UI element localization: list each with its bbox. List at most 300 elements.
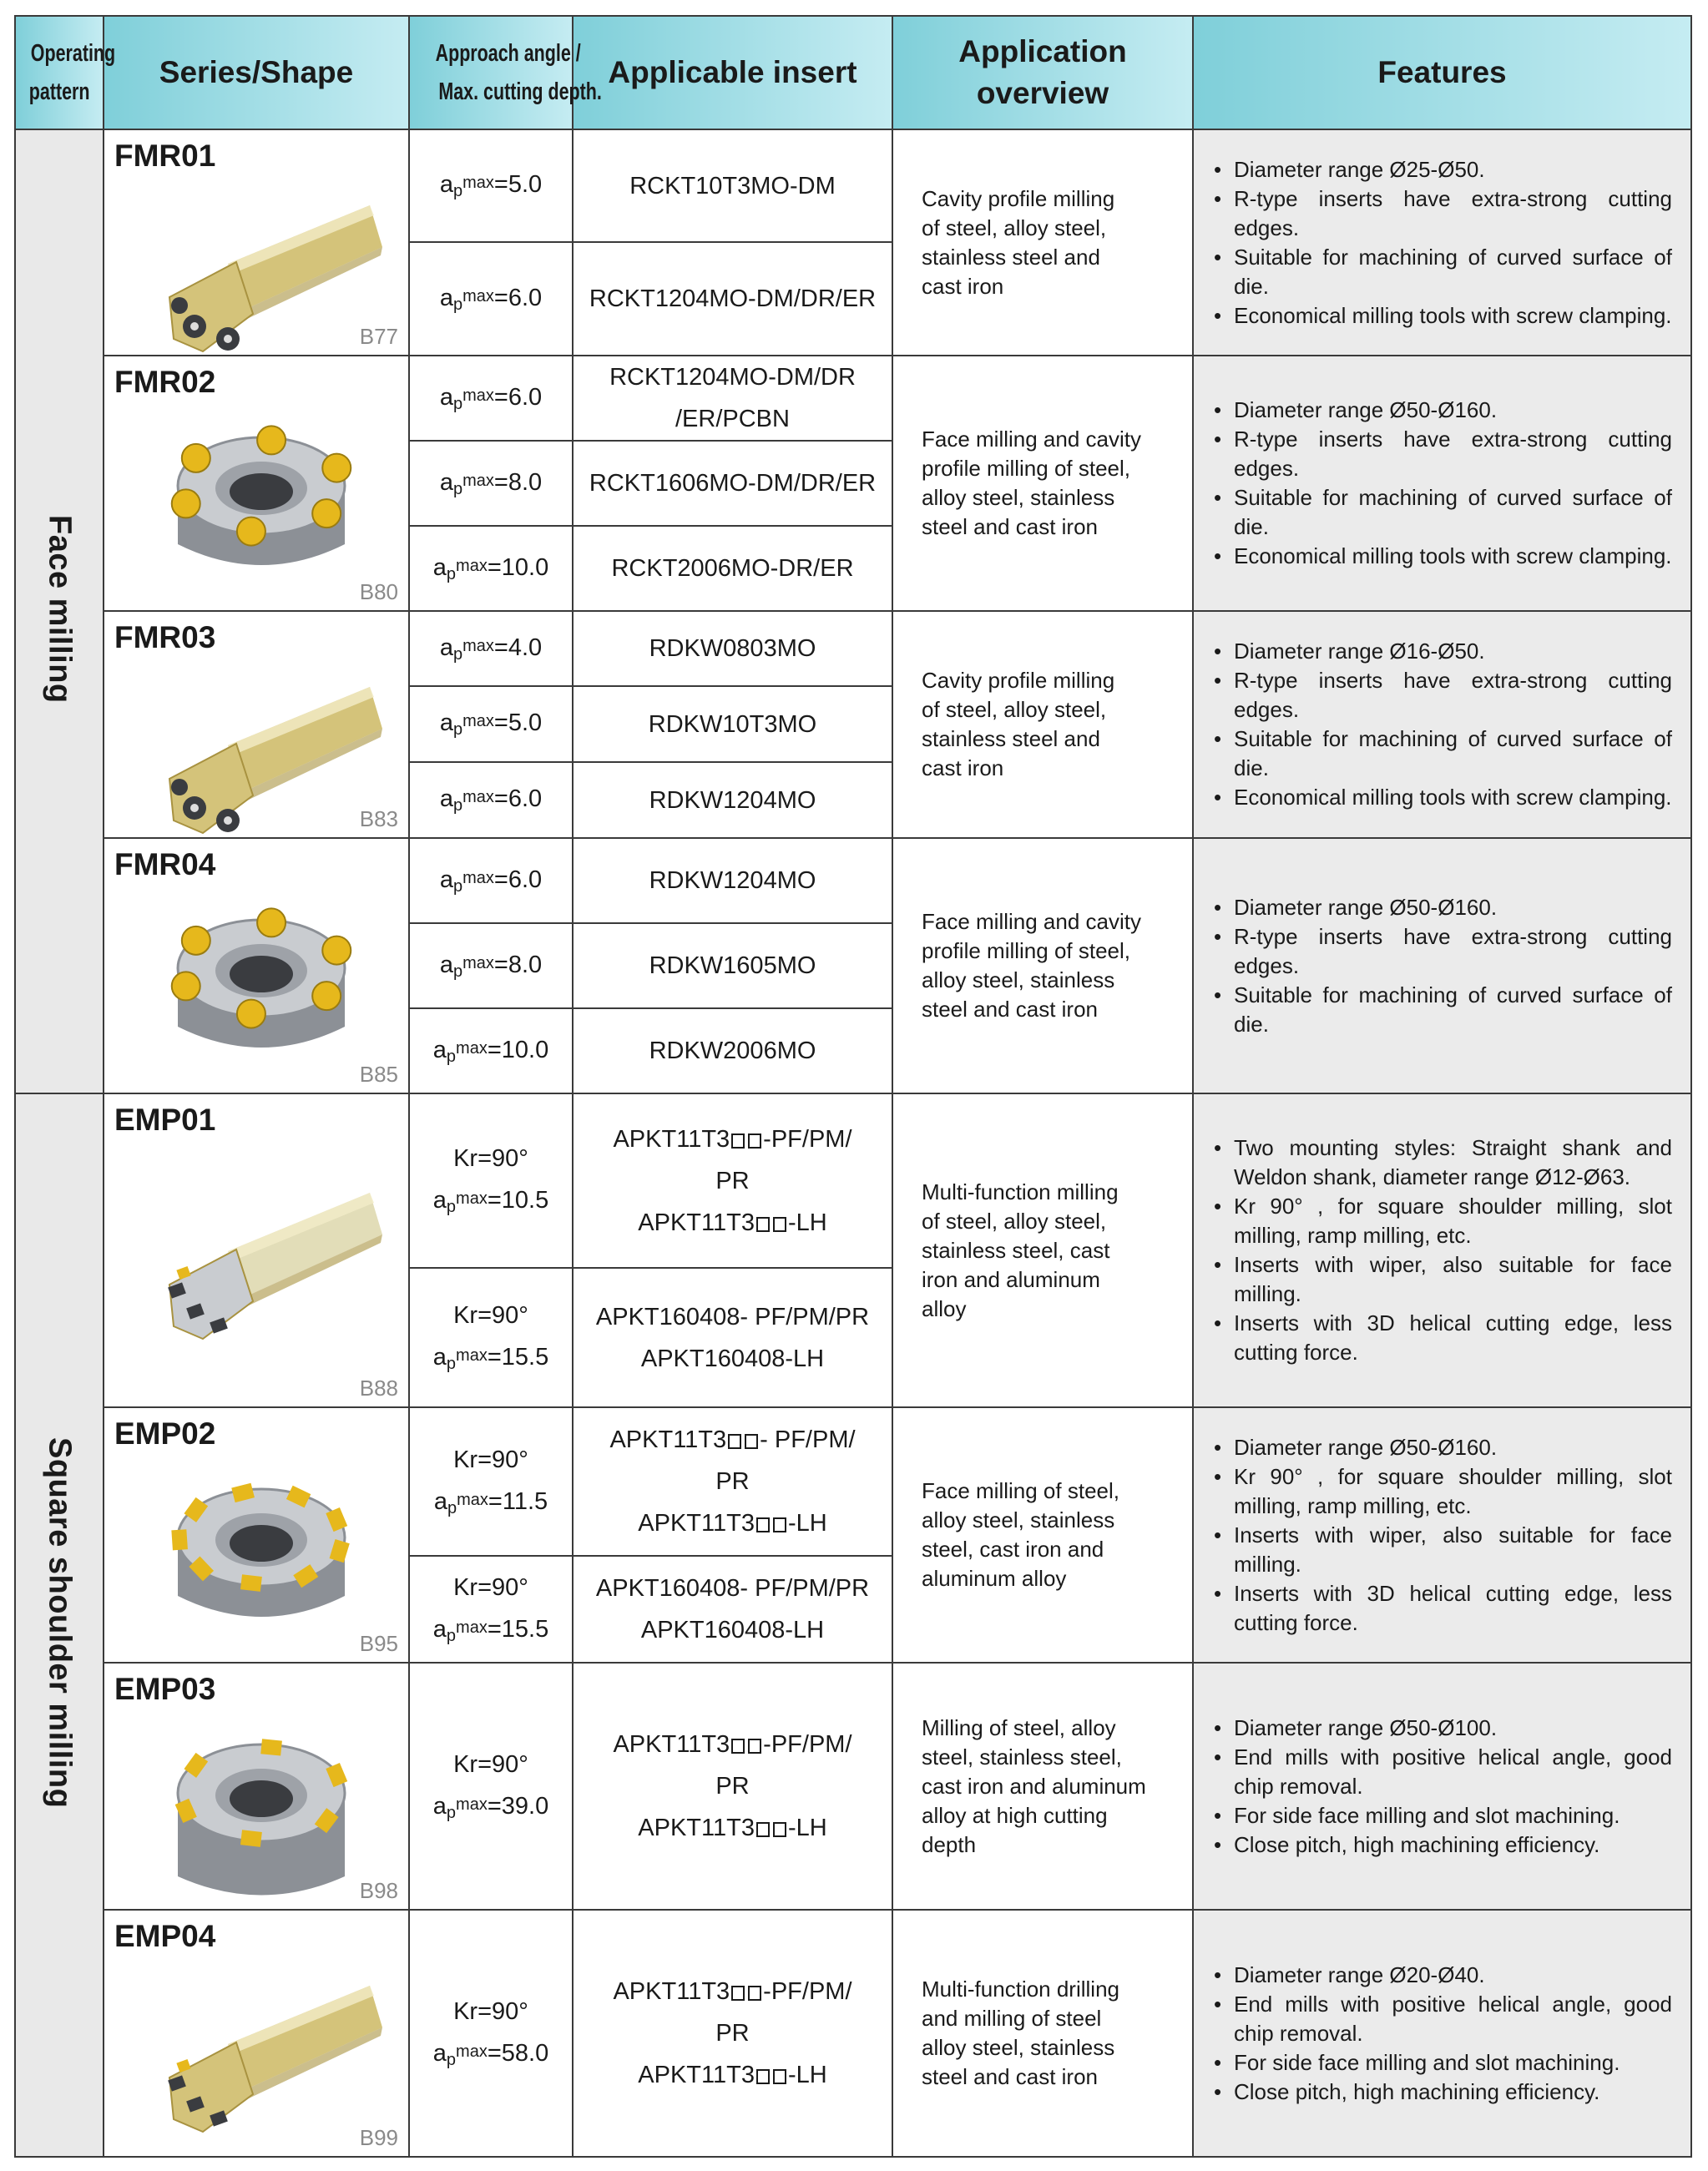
insert-code: RDKW1605MO — [649, 952, 816, 979]
application-overview-cell — [892, 1910, 1193, 2157]
ap-value: =10.0 — [487, 1036, 549, 1063]
applicable-insert-cell — [573, 1407, 892, 1556]
series-name: EMP03 — [114, 1672, 216, 1706]
max-cutting-depth — [433, 1793, 548, 1820]
operating-pattern-cell — [15, 129, 104, 1093]
applicable-insert-cell — [573, 1008, 892, 1093]
series-shape-cell — [104, 1910, 409, 2157]
tool-image — [136, 398, 387, 603]
feature-item: • Diameter range Ø50-Ø160. — [1214, 396, 1672, 425]
series-name: FMR03 — [114, 620, 216, 654]
overview-line: Cavity profile milling — [922, 185, 1115, 211]
approach-angle-value: Kr=90° — [453, 1573, 528, 1601]
tool-face-mill-icon — [136, 1450, 387, 1650]
feature-item: • End mills with positive helical angle, good chip removal. — [1214, 1743, 1672, 1801]
ap-subscript: p — [446, 1198, 457, 1216]
insert-code: APKT11T3 -PF/PM/ — [613, 1125, 852, 1153]
approach-angle-cell — [409, 686, 573, 762]
approach-angle-cell — [409, 242, 573, 356]
tool-image — [136, 1952, 387, 2157]
insert-code: RCKT1204MO-DM/DR — [609, 364, 856, 391]
ap-symbol: a — [432, 1344, 447, 1371]
max-cutting-depth — [439, 866, 543, 896]
header-series-shape: Series/Shape — [104, 16, 409, 129]
ap-subscript: p — [446, 1047, 457, 1066]
page-reference: B83 — [359, 806, 398, 831]
series-name: FMR04 — [114, 847, 216, 881]
series-shape-cell — [104, 1663, 409, 1910]
page-reference: B85 — [359, 1062, 398, 1087]
tool-face-mill-icon — [136, 1705, 387, 1906]
tool-shank-icon — [136, 172, 387, 372]
table-row — [15, 1910, 1691, 2157]
ap-superscript: max — [456, 1189, 488, 1208]
feature-item: • Diameter range Ø20-Ø40. — [1214, 1961, 1672, 1990]
feature-item: • Economical milling tools with screw clamping. — [1214, 542, 1672, 571]
applicable-insert-cell — [573, 923, 892, 1008]
ap-subscript: p — [446, 1803, 457, 1822]
approach-angle-value: Kr=90° — [453, 1446, 528, 1473]
series-shape-cell — [104, 129, 409, 356]
ap-subscript: p — [452, 962, 463, 981]
ap-superscript: max — [456, 1038, 488, 1058]
max-cutting-depth — [434, 1488, 548, 1515]
approach-angle-cell — [409, 1556, 573, 1663]
features-cell — [1193, 1093, 1691, 1407]
max-cutting-depth — [440, 384, 542, 411]
features-cell — [1193, 1663, 1691, 1910]
tool-image — [136, 172, 387, 376]
ap-subscript: p — [446, 2050, 457, 2069]
ap-symbol: a — [432, 1792, 447, 1820]
features-cell — [1193, 129, 1691, 356]
ap-symbol: a — [432, 553, 447, 581]
insert-code: RDKW1204MO — [649, 786, 816, 814]
insert-code: RDKW2006MO — [649, 1038, 816, 1064]
max-cutting-depth — [439, 284, 543, 314]
ap-superscript: max — [456, 1346, 488, 1365]
feature-item: • Inserts with wiper, also suitable for face milling. — [1214, 1521, 1672, 1579]
tool-image — [136, 881, 387, 1085]
max-cutting-depth — [439, 709, 543, 739]
overview-line: Face milling and cavity — [922, 427, 1141, 452]
applicable-insert-cell — [573, 762, 892, 838]
ap-symbol: a — [439, 634, 453, 661]
features-list — [1214, 155, 1672, 331]
overview-line: steel, cast iron and — [922, 1537, 1104, 1562]
header-application-overview: Application overview — [892, 16, 1193, 129]
overview-line: of steel, alloy steel, — [922, 1208, 1107, 1234]
applicable-insert-cell — [573, 356, 892, 441]
tool-image — [136, 1705, 387, 1910]
approach-angle-cell — [409, 1407, 573, 1556]
approach-angle-cell — [409, 1663, 573, 1910]
insert-code: APKT11T3 -LH — [638, 2062, 827, 2088]
ap-value: =10.5 — [487, 1187, 549, 1214]
ap-superscript: max — [462, 471, 494, 490]
feature-item: • R-type inserts have extra-strong cutting edges. — [1214, 425, 1672, 483]
insert-code: APKT11T3 -LH — [638, 1209, 827, 1236]
feature-item: • Suitable for machining of curved surface of die. — [1214, 483, 1672, 542]
ap-value: =6.0 — [493, 284, 543, 311]
max-cutting-depth — [439, 951, 543, 981]
feature-item: • For side face milling and slot machining. — [1214, 1801, 1672, 1830]
insert-code: APKT11T3 -PF/PM/ — [613, 1978, 852, 2005]
ap-value: =6.0 — [493, 383, 543, 411]
applicable-insert-cell — [573, 611, 892, 686]
series-shape-cell — [104, 1093, 409, 1407]
application-overview-cell — [892, 611, 1193, 838]
ap-symbol: a — [439, 951, 453, 978]
feature-item: • R-type inserts have extra-strong cutting edges. — [1214, 922, 1672, 981]
ap-superscript: max — [462, 953, 494, 972]
ap-superscript: max — [462, 636, 494, 655]
tool-shank-icon — [136, 1952, 387, 2153]
header-operating-pattern: Operating pattern — [15, 16, 104, 129]
feature-item: • Diameter range Ø16-Ø50. — [1214, 637, 1672, 666]
application-overview-cell — [892, 356, 1193, 611]
max-cutting-depth — [433, 1616, 548, 1643]
ap-subscript: p — [452, 720, 463, 739]
feature-item: • Economical milling tools with screw clamping. — [1214, 783, 1672, 812]
tool-face-mill-icon — [136, 881, 387, 1081]
max-cutting-depth — [439, 634, 543, 664]
applicable-insert-cell — [573, 838, 892, 923]
ap-subscript: p — [446, 1626, 457, 1645]
approach-angle-cell — [409, 441, 573, 526]
features-list — [1214, 1133, 1672, 1367]
feature-item: • R-type inserts have extra-strong cutting edges. — [1214, 666, 1672, 725]
ap-subscript: p — [452, 796, 463, 815]
approach-angle-cell — [409, 526, 573, 611]
series-name: FMR01 — [114, 139, 216, 173]
applicable-insert-cell — [573, 1268, 892, 1407]
feature-item: • For side face milling and slot machining. — [1214, 2048, 1672, 2078]
max-cutting-depth — [439, 785, 543, 815]
applicable-insert-cell — [573, 129, 892, 242]
ap-symbol: a — [439, 866, 453, 893]
ap-value: =11.5 — [488, 1487, 548, 1515]
insert-code: RCKT10T3MO-DM — [629, 172, 836, 199]
series-name: EMP01 — [114, 1103, 216, 1137]
overview-line: steel, stainless steel, — [922, 1744, 1122, 1770]
approach-angle-cell — [409, 1093, 573, 1268]
ap-value: =39.0 — [487, 1792, 549, 1820]
application-overview-cell — [892, 1663, 1193, 1910]
approach-angle-cell — [409, 1268, 573, 1407]
approach-angle-value: Kr=90° — [453, 1750, 528, 1778]
features-cell — [1193, 611, 1691, 838]
feature-item: • Diameter range Ø50-Ø160. — [1214, 893, 1672, 922]
series-name: EMP02 — [114, 1416, 216, 1451]
ap-subscript: p — [452, 876, 463, 896]
series-shape-cell — [104, 356, 409, 611]
ap-superscript: max — [456, 1795, 488, 1814]
overview-line: alloy — [922, 1295, 967, 1321]
feature-item: • Inserts with 3D helical cutting edge, less cutting force. — [1214, 1309, 1672, 1367]
features-cell — [1193, 356, 1691, 611]
overview-line: Milling of steel, alloy — [922, 1714, 1116, 1740]
feature-item: • Diameter range Ø50-Ø100. — [1214, 1714, 1672, 1743]
insert-code: RDKW0803MO — [649, 635, 816, 662]
features-cell — [1193, 838, 1691, 1093]
overview-line: Multi-function drilling — [922, 1977, 1119, 2002]
overview-line: alloy steel, stainless — [922, 2035, 1115, 2060]
ap-symbol: a — [439, 785, 453, 812]
table-row — [15, 1663, 1691, 1910]
ap-subscript: p — [452, 394, 463, 413]
tool-face-mill-icon — [136, 398, 387, 598]
overview-line: iron and aluminum — [922, 1266, 1100, 1292]
feature-item: • Suitable for machining of curved surface of die. — [1214, 243, 1672, 301]
overview-line: alloy steel, stainless — [922, 1507, 1115, 1532]
insert-code: APKT11T3 -LH — [638, 1815, 827, 1841]
table-row — [15, 611, 1691, 686]
features-cell — [1193, 1407, 1691, 1663]
ap-symbol: a — [432, 1615, 447, 1643]
milling-tools-table — [14, 15, 1692, 2158]
application-overview-cell — [892, 1093, 1193, 1407]
insert-code: RCKT1606MO-DM/DR/ER — [589, 470, 877, 497]
application-overview-cell — [892, 838, 1193, 1093]
tool-image — [136, 1450, 387, 1654]
overview-line: Multi-function milling — [922, 1179, 1119, 1204]
ap-value: =58.0 — [487, 2039, 549, 2067]
overview-line: steel and cast iron — [922, 997, 1099, 1022]
features-list — [1214, 1433, 1672, 1638]
page-reference: B99 — [359, 2125, 398, 2150]
ap-subscript: p — [446, 1355, 457, 1373]
ap-value: =8.0 — [493, 951, 543, 978]
ap-superscript: max — [462, 868, 494, 887]
operating-pattern-label: Square shoulder milling — [42, 1437, 78, 1809]
ap-subscript: p — [446, 564, 457, 583]
series-name: FMR02 — [114, 365, 216, 399]
overview-line: aluminum alloy — [922, 1566, 1067, 1591]
feature-item: • Diameter range Ø50-Ø160. — [1214, 1433, 1672, 1462]
feature-item: • Inserts with wiper, also suitable for face milling. — [1214, 1250, 1672, 1309]
applicable-insert-cell — [573, 1910, 892, 2157]
feature-item: • Suitable for machining of curved surface of die. — [1214, 725, 1672, 783]
applicable-insert-cell — [573, 1663, 892, 1910]
approach-angle-cell — [409, 762, 573, 838]
page-reference: B88 — [359, 1376, 398, 1401]
header-features: Features — [1193, 16, 1691, 129]
approach-angle-cell — [409, 923, 573, 1008]
insert-code: APKT160408-LH — [640, 1345, 825, 1372]
approach-angle-cell — [409, 838, 573, 923]
ap-superscript: max — [457, 1490, 488, 1509]
features-list — [1214, 1961, 1672, 2107]
ap-superscript: max — [462, 286, 494, 305]
page-reference: B98 — [359, 1878, 398, 1903]
overview-line: profile milling of steel, — [922, 456, 1130, 481]
ap-superscript: max — [462, 174, 494, 192]
overview-line: and milling of steel — [922, 2006, 1102, 2031]
ap-symbol: a — [433, 1487, 447, 1515]
overview-line: stainless steel, cast — [922, 1237, 1110, 1263]
features-list — [1214, 1714, 1672, 1860]
ap-symbol: a — [432, 2039, 447, 2067]
tool-image — [136, 654, 387, 858]
max-cutting-depth — [440, 171, 542, 198]
max-cutting-depth — [433, 1344, 548, 1371]
series-shape-cell — [104, 611, 409, 838]
header-applicable-insert: Applicable insert — [573, 16, 892, 129]
product-table-sheet — [14, 15, 1690, 2160]
feature-item: • Economical milling tools with screw clamping. — [1214, 301, 1672, 331]
insert-code: RCKT1204MO-DM/DR/ER — [589, 285, 877, 312]
ap-symbol: a — [439, 383, 453, 411]
applicable-insert-cell — [573, 441, 892, 526]
overview-line: stainless steel and — [922, 726, 1100, 751]
overview-line: Face milling of steel, — [922, 1478, 1119, 1503]
ap-subscript: p — [452, 644, 463, 664]
max-cutting-depth — [433, 2040, 548, 2067]
ap-symbol: a — [432, 1036, 447, 1063]
ap-value: =8.0 — [493, 468, 543, 496]
max-cutting-depth — [433, 1187, 548, 1214]
insert-code: APKT11T3 -LH — [638, 1510, 827, 1537]
table-row — [15, 129, 1691, 242]
operating-pattern-label: Face milling — [42, 515, 78, 704]
overview-line: cast iron — [922, 755, 1004, 780]
overview-line: alloy at high cutting — [922, 1802, 1108, 1828]
ap-symbol: a — [439, 284, 453, 311]
ap-value: =10.0 — [487, 553, 549, 581]
tool-shank-icon — [136, 1159, 387, 1360]
overview-line: Cavity profile milling — [922, 668, 1115, 693]
ap-subscript: p — [452, 479, 463, 498]
feature-item: • Two mounting styles: Straight shank and Weldon shank, diameter range Ø12-Ø63. — [1214, 1133, 1672, 1192]
insert-code: RCKT2006MO-DR/ER — [611, 555, 854, 582]
feature-item: • End mills with positive helical angle, good chip removal. — [1214, 1990, 1672, 2048]
approach-angle-cell — [409, 356, 573, 441]
ap-symbol: a — [439, 709, 453, 736]
approach-angle-cell — [409, 129, 573, 242]
approach-angle-value: Kr=90° — [453, 1997, 528, 2025]
insert-code: APKT160408-LH — [640, 1617, 825, 1643]
approach-angle-value: Kr=90° — [453, 1145, 528, 1172]
approach-angle-value: Kr=90° — [453, 1302, 528, 1329]
ap-superscript: max — [456, 556, 488, 575]
overview-line: alloy steel, stainless — [922, 967, 1115, 992]
ap-superscript: max — [462, 788, 494, 806]
page-reference: B80 — [359, 579, 398, 604]
ap-subscript: p — [447, 1498, 457, 1517]
table-row — [15, 1407, 1691, 1556]
overview-line: profile milling of steel, — [922, 938, 1130, 963]
applicable-insert-cell — [573, 242, 892, 356]
overview-line: of steel, alloy steel, — [922, 697, 1107, 722]
ap-value: =15.5 — [487, 1615, 549, 1643]
ap-superscript: max — [462, 386, 494, 405]
ap-value: =6.0 — [493, 785, 543, 812]
series-shape-cell — [104, 838, 409, 1093]
page-reference: B95 — [359, 1631, 398, 1656]
insert-code: APKT160408- PF/PM/PR — [595, 1303, 870, 1330]
insert-code: /ER/PCBN — [675, 406, 790, 432]
feature-item: • Kr 90° , for square shoulder milling, slot milling, ramp milling, etc. — [1214, 1192, 1672, 1250]
applicable-insert-cell — [573, 526, 892, 611]
feature-item: • Inserts with 3D helical cutting edge, less cutting force. — [1214, 1579, 1672, 1638]
feature-item: • Suitable for machining of curved surface of die. — [1214, 981, 1672, 1039]
ap-superscript: max — [456, 1618, 488, 1637]
insert-code: PR — [715, 2020, 750, 2047]
ap-symbol: a — [439, 171, 453, 198]
table-row — [15, 838, 1691, 923]
overview-line: cast iron and aluminum — [922, 1773, 1146, 1799]
ap-subscript: p — [452, 295, 463, 314]
insert-code: APKT11T3 - PF/PM/ — [609, 1426, 856, 1453]
overview-line: alloy steel, stainless — [922, 485, 1115, 510]
ap-superscript: max — [456, 2042, 488, 2061]
insert-code: RDKW1204MO — [649, 867, 816, 894]
features-cell — [1193, 1910, 1691, 2157]
ap-value: =15.5 — [487, 1344, 549, 1371]
approach-angle-cell — [409, 1910, 573, 2157]
features-list — [1214, 637, 1672, 812]
insert-code: RDKW10T3MO — [648, 710, 817, 738]
ap-subscript: p — [452, 182, 463, 200]
overview-line: Face milling and cavity — [922, 909, 1141, 934]
feature-item: • R-type inserts have extra-strong cutting edges. — [1214, 184, 1672, 243]
feature-item: • Diameter range Ø25-Ø50. — [1214, 155, 1672, 184]
overview-line: depth — [922, 1831, 977, 1857]
max-cutting-depth — [432, 1036, 549, 1066]
ap-symbol: a — [439, 468, 453, 496]
ap-symbol: a — [432, 1187, 447, 1214]
table-row — [15, 356, 1691, 441]
features-list — [1214, 396, 1672, 571]
ap-value: =6.0 — [493, 866, 543, 893]
operating-pattern-cell — [15, 1093, 104, 2157]
applicable-insert-cell — [573, 1093, 892, 1268]
feature-item: • Close pitch, high machining efficiency. — [1214, 2078, 1672, 2107]
insert-code: APKT160408- PF/PM/PR — [595, 1575, 870, 1602]
feature-item: • Kr 90° , for square shoulder milling, slot milling, ramp milling, etc. — [1214, 1462, 1672, 1521]
overview-line: steel and cast iron — [922, 2064, 1099, 2089]
header-approach-angle: Approach angle / Max. cutting depth. — [409, 16, 573, 129]
approach-angle-cell — [409, 1008, 573, 1093]
application-overview-cell — [892, 1407, 1193, 1663]
overview-line: steel and cast iron — [922, 514, 1099, 539]
insert-code: PR — [715, 1167, 750, 1194]
table-row — [15, 1093, 1691, 1268]
insert-code: APKT11T3 -PF/PM/ — [613, 1731, 852, 1758]
overview-line: cast iron — [922, 273, 1004, 299]
features-list — [1214, 893, 1672, 1039]
max-cutting-depth — [433, 554, 548, 581]
overview-line: stainless steel and — [922, 244, 1100, 270]
max-cutting-depth — [440, 469, 542, 496]
overview-line: of steel, alloy steel, — [922, 215, 1107, 240]
ap-value: =5.0 — [493, 709, 543, 736]
insert-code: PR — [715, 1468, 750, 1495]
application-overview-cell — [892, 129, 1193, 356]
feature-item: • Close pitch, high machining efficiency. — [1214, 1830, 1672, 1860]
ap-value: =4.0 — [493, 634, 543, 661]
ap-value: =5.0 — [493, 171, 543, 198]
insert-code: PR — [715, 1773, 750, 1800]
applicable-insert-cell — [573, 1556, 892, 1663]
table-header-row — [15, 16, 1691, 129]
ap-superscript: max — [462, 712, 494, 730]
approach-angle-cell — [409, 611, 573, 686]
tool-shank-icon — [136, 654, 387, 854]
applicable-insert-cell — [573, 686, 892, 762]
series-name: EMP04 — [114, 1919, 216, 1953]
